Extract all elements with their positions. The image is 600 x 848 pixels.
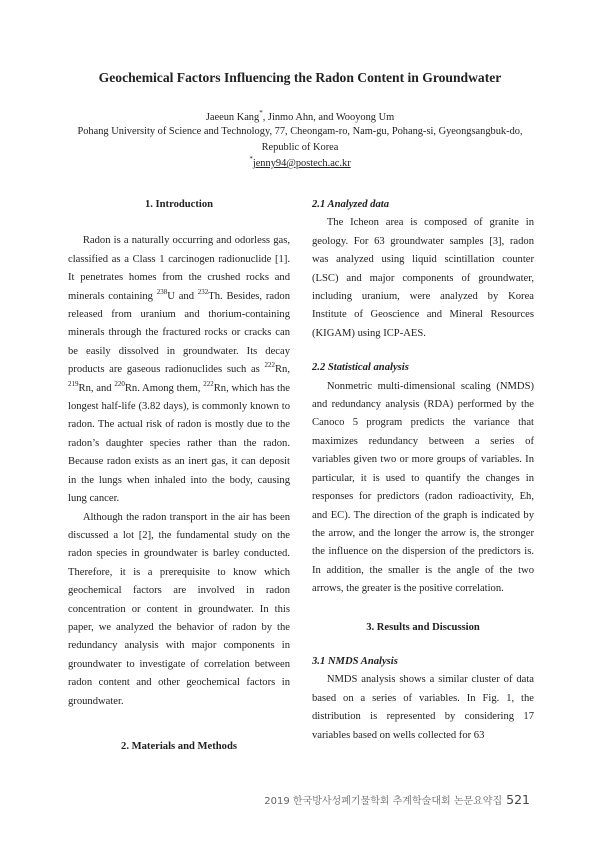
intro-paragraph-1: Radon is a naturally occurring and odorless gas, classified as a Class 1 carcinogen radionuclide [1]. It penetrates homes from the crushed rocks and minerals containing $^{238}$U and $^{232}$Th. Besides, radon released from uranium and thorium-containing minerals through the fractured rocks or cracks can be easily dissolved in groundwater. Its decay products are gaseous radionuclides such as $^{222}$Rn, $^{219}$Rn, and $^{220}$Rn. Among them, $^{222}$Rn, which has the longest half-life (3.82 days), is commonly known to radon. The actual risk of radon is mostly due to the radon’s daughter species rather than the radon. Because radon exists as an inert gas, it can deposit in the lungs when inhaled into the body, causing lung cancer.	[68, 235, 290, 505]
nmds-paragraph: NMDS analysis shows a similar cluster of data based on a series of variables. In Fig. 1, the distribution is represented by considering 17 variables based on wells collected for 63	[312, 674, 534, 741]
email-link[interactable]: jenny94@postech.ac.kr	[252, 158, 351, 169]
intro-paragraph-2: Although the radon transport in the air has been discussed a lot [2], the fundamental study on the radon species in groundwater is barley conducted. Therefore, it is a prerequisite to know which geochemical factors are involved in radon concentration or content in groundwater. In this paper, we analyzed the behavior of radon by the redundancy analysis with major components in groundwater to investigate of correlation between radon content and other geochemical factors in groundwater.	[68, 511, 290, 707]
affiliation-line-1: Pohang University of Science and Technology, 77, Cheongam-ro, Nam-gu, Pohang-si, Gyeongsangbuk-do,	[77, 126, 523, 137]
other-authors: , Jinmo Ahn, and Wooyong Um	[262, 112, 395, 123]
section-heading-results: 3. Results and Discussion	[366, 621, 480, 633]
page-footer	[264, 792, 530, 807]
right-column	[312, 196, 534, 745]
subsection-heading-2-1: 2.1 Analyzed data	[312, 199, 390, 210]
analyzed-data-paragraph: The Icheon area is composed of granite in geology. For 63 groundwater samples [3], radon was analyzed using liquid scintillation counter (LSC) and major components of groundwater, including uranium, were analyzed by Korea Institute of Geoscience and Mineral Resources (KIGAM) using ICP-AES.	[312, 217, 534, 339]
page-number: 521	[506, 792, 530, 807]
subsection-heading-3-1: 3.1 NMDS Analysis	[312, 655, 398, 667]
first-author: Jaeeun Kang	[205, 112, 260, 123]
email-line	[0, 155, 600, 172]
statistical-analysis-paragraph: Nonmetric multi-dimensional scaling (NMDS) and redundancy analysis (RDA) performed by the Canoco 5 program predicts the variance that maximizes redundancy between a series of variables given two or more groups of variables. In particular, it is used to quantify the changes in responses for predictors (radon radioactivity, Eh, and EC). The direction of the graph is indicated by the arrow, and the longer the arrow is, the stronger the influence on the dispersion of the predictors is. In addition, the smaller is the angle of the two arrows, the greater is the positive correlation.	[312, 380, 534, 595]
subsection-heading-2-2: 2.2 Statistical analysis	[312, 362, 409, 374]
section-heading-introduction: 1. Introduction	[144, 199, 214, 210]
proceedings-name: 2019 한국방사성폐기물학회 추계학술대회 논문요약집	[264, 796, 503, 807]
corresponding-mark: *	[259, 109, 263, 117]
affiliation-line-2: Republic of Korea	[261, 142, 339, 153]
email-mark: *	[249, 155, 253, 163]
section-heading-materials-methods: 2. Materials and Methods	[121, 740, 237, 752]
left-column	[68, 196, 290, 756]
paper-title: Geochemical Factors Influencing the Radon Content in Groundwater	[98, 70, 502, 85]
